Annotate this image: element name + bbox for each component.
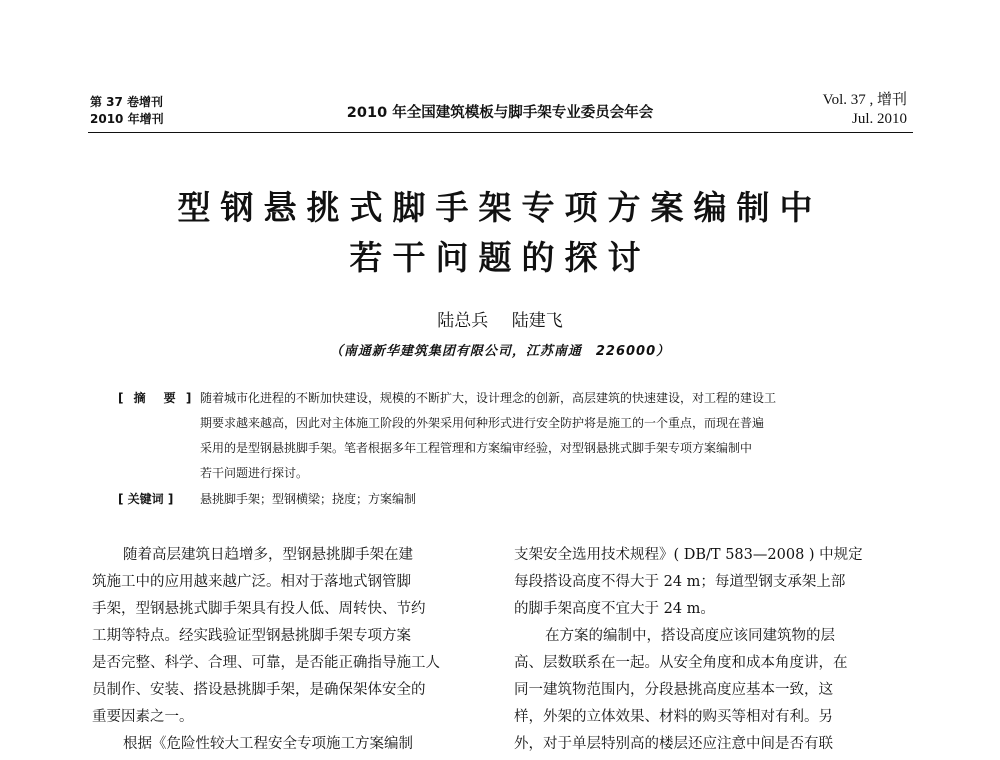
keywords-label: [ 关键词 ]	[118, 492, 174, 506]
date-en: Jul. 2010	[851, 111, 907, 127]
body-line: 随着高层建筑日趋增多，型钢悬挑脚手架在建	[123, 547, 413, 563]
body-line: 员制作、安装、搭设悬挑脚手架，是确保架体安全的	[92, 682, 426, 698]
body-line: 外，对于单层特别高的楼层还应注意中间是否有联	[514, 736, 833, 752]
affiliation: （南通新华建筑集团有限公司，江苏南通 226000）	[329, 344, 671, 359]
year-cn: 2010 年增刊	[90, 112, 164, 126]
body-line: 的脚手架高度不宜大于 24 m。	[514, 601, 715, 617]
volume-en: Vol. 37 , 增刊	[822, 92, 907, 108]
body-line: 是否完整、科学、合理、可靠，是否能正确指导施工人	[92, 655, 440, 671]
abstract-line: 随着城市化进程的不断加快建设，规模的不断扩大，设计理念的创新，高层建筑的快速建设，对工程的建设工	[200, 391, 777, 405]
keywords-text: 悬挑脚手架；型钢横梁；挠度；方案编制	[200, 492, 417, 506]
abstract-line: 期要求越来越高，因此对主体施工阶段的外架采用何种形式进行安全防护将是施工的一个重点，而现在普遍	[200, 416, 765, 430]
body-line: 支架安全选用技术规程》( DB/T 583—2008 ) 中规定	[514, 547, 863, 563]
body-line: 高、层数联系在一起。从安全角度和成本角度讲，在	[514, 655, 848, 671]
body-line: 工期等特点。经实践验证型钢悬挑脚手架专项方案	[92, 628, 411, 644]
body-line: 同一建筑物范围内，分段悬挑高度应基本一致，这	[514, 682, 833, 698]
article-title-line-1: 型钢悬挑式脚手架专项方案编制中	[177, 188, 823, 227]
abstract-line: 采用的是型钢悬挑脚手架。笔者根据多年工程管理和方案编审经验，对型钢悬挑式脚手架专项方案编制中	[200, 441, 753, 455]
body-line: 筑施工中的应用越来越广泛。相对于落地式钢管脚	[92, 574, 411, 590]
journal-volume-info	[90, 94, 164, 128]
header-rule	[88, 132, 913, 133]
conference-name: 2010 年全国建筑模板与脚手架专业委员会年会	[346, 105, 654, 121]
body-line: 在方案的编制中，搭设高度应该同建筑物的层	[545, 628, 835, 644]
body-line: 样，外架的立体效果、材料的购买等相对有利。另	[514, 709, 833, 725]
body-line: 重要因素之一。	[92, 709, 194, 725]
volume-cn: 第 37 卷增刊	[90, 95, 164, 109]
author-list	[100, 306, 900, 331]
abstract-label: [ 摘 要 ]	[118, 391, 195, 405]
body-line: 根据《危险性较大工程安全专项施工方案编制	[123, 736, 413, 752]
abstract-line: 若干问题进行探讨。	[200, 466, 309, 480]
body-line: 每段搭设高度不得大于 24 m；每道型钢支承架上部	[514, 574, 846, 590]
article-title-line-2: 若干问题的探讨	[349, 238, 651, 277]
author: 陆总兵	[437, 311, 489, 331]
body-line: 手架，型钢悬挑式脚手架具有投人低、周转快、节约	[92, 601, 426, 617]
journal-volume-en	[823, 91, 907, 129]
author: 陆建飞	[511, 311, 563, 331]
